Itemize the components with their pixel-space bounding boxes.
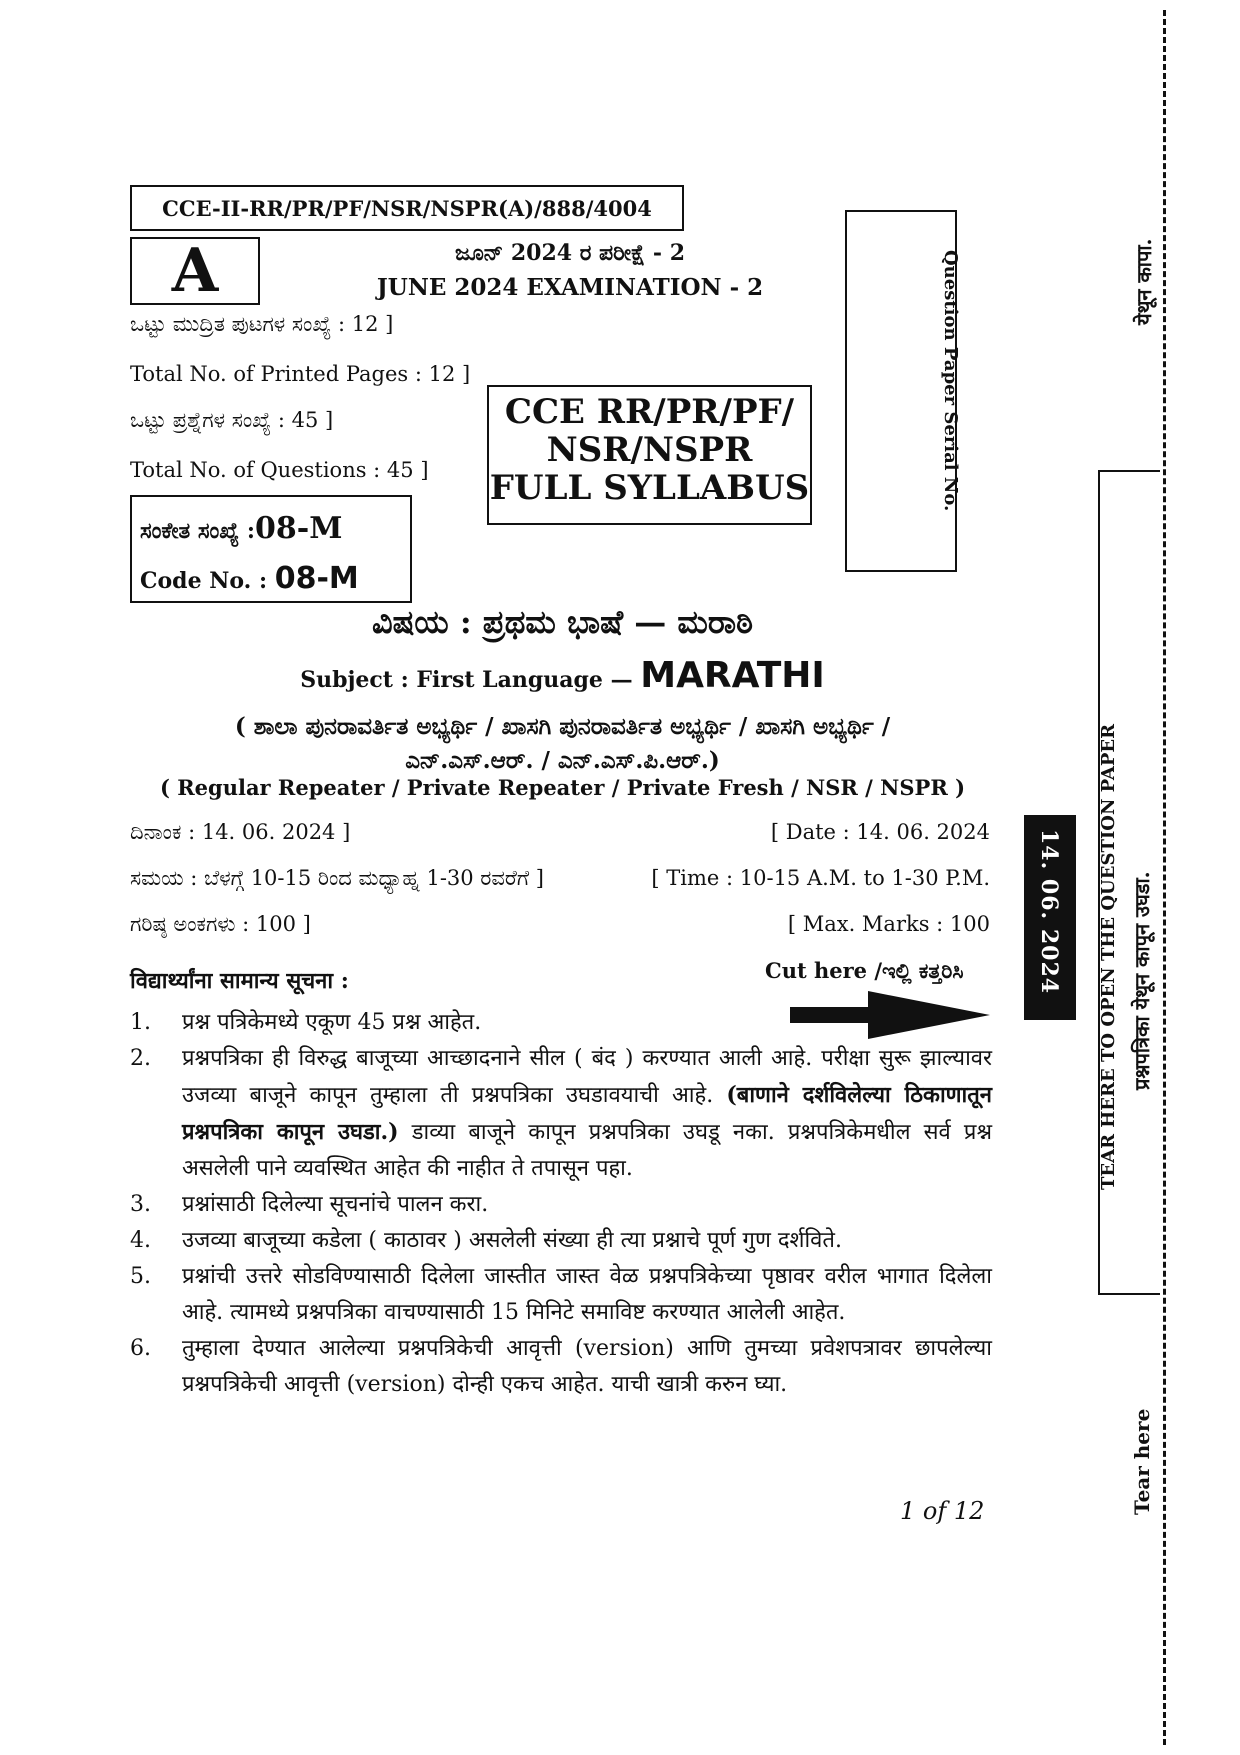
tear-instruction-marathi-text: प्रश्नपत्रिका येथून कापून उघडा. [1130,871,1154,1090]
instruction-text-part: प्रश्नांसाठी दिलेल्या सूचनांचे पालन करा. [182,1192,489,1217]
version-letter: A [171,236,219,306]
instruction-item [130,1259,992,1331]
instruction-number: 4. [130,1228,151,1253]
instruction-text-part: तुम्हाला देण्यात आलेल्या प्रश्नपत्रिकेची आवृत्ती (version) आणि तुमच्या प्रवेशपत्रावर छापलेल्या प्रश्नपत्रिकेची आवृत्ती (version) दोन्ही एकच आहेत. याची खात्री करुन घ्या. [182,1336,992,1397]
tear-here-text: Tear here [1130,1408,1154,1515]
exam-title-english: JUNE 2024 EXAMINATION - 2 [376,274,764,301]
code-kannada [140,505,402,555]
instruction-emphasis: (बाणाने दर्शविलेल्या ठिकाणातून प्रश्नपत्रिका कापून उघडा.) [182,1082,992,1145]
code-english [140,555,402,605]
tear-instruction-english-text: TEAR HERE TO OPEN THE QUESTION PAPER [1098,723,1119,1190]
instruction-item [130,1223,992,1259]
code-value-english: 08-M [274,561,359,596]
instruction-text [182,1041,992,1187]
subject-english [130,655,995,696]
candidate-types-kannada [130,710,995,778]
tear-dashed-line[interactable] [1163,10,1166,1745]
time-row [130,866,990,891]
candidate-types-english: ( Regular Repeater / Private Repeater / Private Fresh / NSR / NSPR ) [159,775,966,800]
instruction-number: 2. [130,1046,151,1071]
printed-pages-kannada: ಒಟ್ಟು ಮುದ್ರಿತ ಪುಟಗಳ ಸಂಖ್ಯೆ : 12 ] [130,312,394,336]
time-kannada: ಸಮಯ : ಬೆಳಗ್ಗೆ 10-15 ರಿಂದ ಮಧ್ಯಾಹ್ನ 1-30 ರವರೆಗೆ ] [130,866,544,890]
instruction-text-part: उजव्या बाजूच्या कडेला ( काठावर ) असलेली संख्या ही त्या प्रश्नाचे पूर्ण गुण दर्शविते. [182,1228,842,1253]
syllabus-line-1: CCE RR/PR/PF/ [504,392,795,432]
paper-code-ref-text: CCE-II-RR/PR/PF/NSR/NSPR(A)/888/4004 [162,195,652,221]
instruction-text [182,1187,992,1223]
instruction-text-part: प्रश्न पत्रिकेमध्ये एकूण 45 प्रश्न आहेत. [182,1010,482,1035]
paper-code-ref [130,185,684,231]
subject-prefix: Subject : First Language — [300,667,633,693]
version-badge [130,237,260,305]
instruction-item [130,1331,992,1403]
instruction-text-part: प्रश्नपत्रिका ही विरुद्ध बाजूच्या आच्छादनाने सील ( बंद ) करण्यात आली आहे. परीक्षा सुरू झाल्यावर उजव्या बाजूने कापून तुम्हाला ती प्रश्नपत्रिका उघडावयाची आहे. [182,1046,992,1108]
syllabus-line-2: NSR/NSPR [546,430,753,470]
cut-here-label: Cut here /ಇಲ್ಲಿ ಕತ್ತರಿಸಿ [765,958,964,983]
code-value-kannada: 08-M [255,511,343,546]
time-english: [ Time : 10-15 A.M. to 1-30 P.M. [651,866,990,890]
questions-count-english: Total No. of Questions : 45 ] [130,458,429,482]
syllabus-box [487,385,812,525]
instruction-text [182,1331,992,1403]
subject-code-box [130,495,412,603]
subject-name: MARATHI [640,655,825,696]
date-strip [1024,815,1076,1020]
instructions-list [130,1005,992,1403]
instruction-text-part: प्रश्नांची उत्तरे सोडविण्यासाठी दिलेला जास्तीत जास्त वेळ प्रश्नपत्रिकेच्या पृष्ठावर वरील भागात दिलेला आहे. त्यामध्ये प्रश्नपत्रिका वाचण्यासाठी 15 मिनिटे समाविष्ट करण्यात आलेली आहेत. [182,1264,992,1325]
instruction-text [182,1223,992,1259]
instructions-heading: विद्यार्थ्यांना सामान्य सूचना : [130,968,349,994]
cut-here-marathi [1130,195,1160,330]
code-label-kannada: ಸಂಕೇತ ಸಂಖ್ಯೆ : [140,518,256,544]
exam-title-kannada: ಜೂನ್ 2024 ರ ಪರೀಕ್ಷೆ - 2 [454,240,686,266]
instruction-text [182,1005,992,1041]
marks-row [130,912,990,937]
printed-pages-english: Total No. of Printed Pages : 12 ] [130,362,471,386]
candidate-types-kannada-line-1: ( ಶಾಲಾ ಪುನರಾವರ್ತಿತ ಅಭ್ಯರ್ಥಿ / ಖಾಸಗಿ ಪುನರಾವರ್ತಿತ ಅಭ್ಯರ್ಥಿ / ಖಾಸಗಿ ಅಭ್ಯರ್ಥಿ / [234,713,891,740]
date-kannada: ದಿನಾಂಕ : 14. 06. 2024 ] [130,820,351,844]
instruction-item [130,1005,992,1041]
code-label-english: Code No. : [140,568,268,594]
instruction-text [182,1259,992,1331]
syllabus-line-3: FULL SYLLABUS [489,468,810,508]
tear-instruction-marathi [1128,770,1158,1100]
instruction-item [130,1187,992,1223]
serial-number-label: Question Paper Serial No. [940,250,961,512]
cut-here-marathi-text: येथून कापा. [1132,238,1156,325]
tear-instruction-english [1098,700,1128,1200]
date-english: [ Date : 14. 06. 2024 [770,820,990,844]
instruction-number: 3. [130,1192,151,1217]
tear-here-label [1130,1405,1160,1520]
max-marks-english: [ Max. Marks : 100 [787,912,990,936]
subject-kannada: ವಿಷಯ : ಪ್ರಥಮ ಭಾಷೆ — ಮರಾಠಿ [372,603,753,641]
instruction-text-part: डाव्या बाजूने कापून प्रश्नपत्रिका उघडू नका. प्रश्नपत्रिकेमधील सर्व प्रश्न असलेली पाने व्यवस्थित आहेत की नाहीत ते तपासून पहा. [182,1120,992,1181]
questions-count-kannada: ಒಟ್ಟು ಪ್ರಶ್ನೆಗಳ ಸಂಖ್ಯೆ : 45 ] [130,408,334,432]
page-number: 1 of 12 [900,1497,985,1525]
candidate-types-kannada-line-2: ಎನ್.ಎಸ್.ಆರ್. / ಎನ್.ಎಸ್.ಪಿ.ಆರ್.) [405,747,720,774]
date-row [130,820,990,845]
max-marks-kannada: ಗರಿಷ್ಠ ಅಂಕಗಳು : 100 ] [130,912,311,936]
date-strip-text: 14. 06. 2024 [1036,829,1062,995]
instruction-number: 6. [130,1336,151,1361]
instruction-number: 5. [130,1264,151,1289]
instruction-number: 1. [130,1010,151,1035]
instruction-item [130,1041,992,1187]
